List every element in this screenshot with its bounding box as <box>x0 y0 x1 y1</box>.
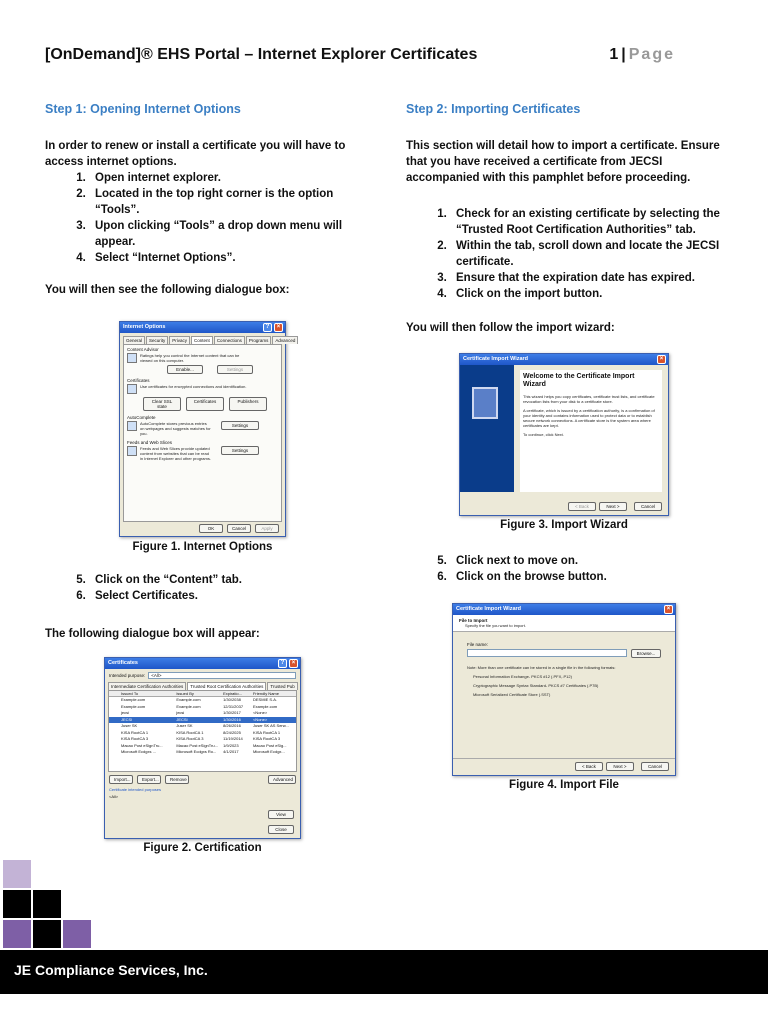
table-cell: 8/26/2016 <box>223 723 241 728</box>
step1-heading: Step 1: Opening Internet Options <box>45 102 241 116</box>
close-icon[interactable]: × <box>657 355 666 364</box>
wizard-paragraph-1: This wizard helps you copy certificates, certificate trust lists, and certificate revocation lists from your disk to a certificate store. <box>523 394 655 404</box>
table-cell: <None> <box>252 716 268 722</box>
dialog-titlebar <box>120 322 285 333</box>
step1-list <box>45 170 370 266</box>
internet-options-dialog <box>119 321 296 537</box>
table-cell: 1/30/2016 <box>223 716 241 722</box>
list-item: 2. Within the tab, scroll down and locate the JECSI certificate. <box>450 238 731 270</box>
table-cell: KISA RootCA 3 <box>252 736 281 741</box>
back-button[interactable]: < Back <box>568 502 596 511</box>
decor-square-purple <box>63 920 91 948</box>
tab-general[interactable]: General <box>123 336 145 344</box>
decor-square-light <box>3 860 31 888</box>
list-item: 4. Select “Internet Options”. <box>89 250 370 266</box>
certificates-dialog <box>104 657 301 839</box>
table-cell: DESMIE S.A. <box>252 697 277 702</box>
table-cell: KISA RootCA 3 <box>176 736 204 741</box>
ratings-icon <box>127 353 137 363</box>
column-issued-by[interactable]: Issued By <box>176 691 194 696</box>
document-title: [OnDemand]® EHS Portal – Internet Explorer Certificates <box>45 46 478 63</box>
apply-button[interactable]: Apply <box>255 524 279 533</box>
column-expiration[interactable]: Expiratio... <box>223 691 242 696</box>
step2-column <box>406 102 731 336</box>
table-cell: Juser SK AS Serw... <box>252 723 289 728</box>
tab-trusted-root[interactable]: Trusted Root Certification Authorities <box>187 682 266 690</box>
autocomplete-settings-button[interactable]: Settings <box>221 421 259 430</box>
decor-square-dark <box>3 890 31 918</box>
next-button[interactable]: Next > <box>606 762 634 771</box>
intended-purpose-label: Intended purpose: <box>109 673 146 678</box>
feeds-text: Feeds and Web Slices provide updated content from websites that can be read in Internet Explorer and other programs. <box>140 446 211 461</box>
feeds-icon <box>127 446 137 456</box>
import-wizard-dialog <box>459 353 669 516</box>
back-button[interactable]: < Back <box>575 762 603 771</box>
tab-trusted-publishers[interactable]: Trusted Pub <box>267 682 297 690</box>
file-section <box>453 632 675 697</box>
step1-after-list: You will then see the following dialogue box: <box>45 284 290 296</box>
certificates-group <box>124 376 281 413</box>
intended-purpose-select[interactable]: <All> <box>148 672 296 679</box>
tab-programs[interactable]: Programs <box>246 336 272 344</box>
wizard-buttons <box>575 762 669 771</box>
page-header <box>45 46 675 72</box>
column-issued-to[interactable]: Issued To <box>121 691 139 696</box>
table-cell: 1/9/2023 <box>223 742 239 748</box>
purposes-label: Certificate intended purposes <box>109 787 162 792</box>
clear-ssl-button[interactable]: Clear SSL state <box>143 397 181 411</box>
dialog-title: Certificates <box>108 660 138 666</box>
list-item: 6. Select Certificates. <box>89 588 370 604</box>
certificates-button[interactable]: Certificates <box>186 397 224 411</box>
certificates-text: Use certificates for encrypted connections and identification. <box>140 384 247 389</box>
table-cell: KISA RootCA 1 <box>121 729 149 735</box>
table-cell: KISA RootCA 1 <box>176 729 204 735</box>
table-cell: JECSI <box>176 716 188 722</box>
page-number <box>609 46 675 64</box>
dialog-title: Certificate Import Wizard <box>463 356 529 362</box>
company-name: JE Compliance Services, Inc. <box>14 962 208 978</box>
tab-connections[interactable]: Connections <box>214 336 245 344</box>
format-p7b: Cryptographic Message Syntax Standard- PKCS #7 Certificates (.P7B) <box>473 683 599 688</box>
table-cell: 12/31/2037 <box>223 703 244 709</box>
step1-column <box>45 102 370 298</box>
figure1-caption: Figure 1. Internet Options <box>132 541 273 553</box>
content-advisor-text: Ratings help you control the Internet content that can be viewed on this computer. <box>140 353 240 363</box>
file-name-input[interactable] <box>467 649 627 657</box>
ok-button[interactable]: OK <box>199 524 223 533</box>
table-cell: Macao Post eSignTru... <box>176 742 218 748</box>
table-cell: Juser SK <box>121 723 138 728</box>
step1-after-list2: The following dialogue box will appear: <box>45 628 260 640</box>
table-cell: Juser SK <box>176 723 193 728</box>
autocomplete-icon <box>127 421 137 431</box>
page-number-value: 1 <box>609 46 619 63</box>
step2-heading: Step 2: Importing Certificates <box>406 102 581 116</box>
advisor-settings-button[interactable]: Settings <box>217 365 253 374</box>
certificate-actions <box>105 772 300 787</box>
enable-button[interactable]: Enable... <box>167 365 203 374</box>
wizard-paragraph-2: A certificate, which is issued by a certification authority, is a confirmation of your identity and contains information used to protect data or to establish secure network connections. A certificate store is the system area where certificates are kept. <box>523 408 655 428</box>
close-icon[interactable]: × <box>664 605 673 614</box>
button-divider <box>453 758 675 759</box>
dialog-titlebar <box>460 354 668 365</box>
dialog-tabs <box>120 333 296 344</box>
feeds-label: Feeds and Web Slices <box>127 440 172 445</box>
certificate-rows <box>109 697 296 756</box>
table-cell: Microsoft Ecdgxs ... <box>121 749 156 754</box>
table-cell: Macao Post eSig... <box>252 742 287 748</box>
figure4-caption: Figure 4. Import File <box>509 779 619 791</box>
step2-after-list: You will then follow the import wizard: <box>406 322 615 334</box>
content-pane <box>123 344 282 522</box>
next-button[interactable]: Next > <box>599 502 627 511</box>
table-cell: Microsoft Ecdgxs Ro... <box>176 749 217 754</box>
table-cell: KISA RootCA 3 <box>121 736 149 741</box>
page-separator: | <box>621 46 626 63</box>
advanced-button[interactable]: Advanced <box>268 775 296 784</box>
remove-button[interactable]: Remove <box>165 775 189 784</box>
tab-intermediate[interactable]: Intermediate Certification Authorities <box>108 682 186 690</box>
content-advisor-label: Content Advisor <box>127 347 159 352</box>
feeds-settings-button[interactable]: Settings <box>221 446 259 455</box>
certificate-tabs <box>105 679 300 690</box>
list-item: 4. Click on the import button. <box>450 286 731 302</box>
format-pfx: Personal Information Exchange- PKCS #12 (.PFX,.P12) <box>473 674 572 679</box>
tab-content[interactable]: Content <box>191 336 213 344</box>
file-name-label: File name: <box>467 642 489 647</box>
section-title: File to Import <box>459 618 488 623</box>
decor-square-dark <box>33 890 61 918</box>
autocomplete-group <box>124 413 281 438</box>
list-item: 3. Upon clicking “Tools” a drop down menu will appear. <box>89 218 370 250</box>
table-cell: jecsi <box>176 710 185 715</box>
table-cell: <None> <box>252 710 268 715</box>
table-cell: jecsi <box>121 710 130 715</box>
list-item: 5. Click next to move on. <box>450 553 731 569</box>
close-icon[interactable]: × <box>274 323 283 332</box>
certificate-icon <box>127 384 137 394</box>
help-icon[interactable]: ? <box>278 659 287 668</box>
purposes-value: <All> <box>109 794 119 799</box>
dialog-title: Certificate Import Wizard <box>456 606 522 612</box>
dialog-titlebar <box>453 604 675 615</box>
certificate-list <box>108 690 297 772</box>
autocomplete-text: AutoComplete stores previous entries on webpages and suggests matches for you. <box>140 421 211 436</box>
table-cell: 8/24/2025 <box>223 729 241 735</box>
wizard-buttons <box>568 502 662 511</box>
wizard-body <box>520 370 662 492</box>
table-cell: Macao Post eSignTru... <box>121 742 163 748</box>
browse-button[interactable]: Browse... <box>631 649 661 658</box>
column-friendly-name[interactable]: Friendly Name <box>252 691 279 696</box>
wizard-heading: Welcome to the Certificate Import Wizard <box>523 373 635 388</box>
list-item: 6. Click on the browse button. <box>450 569 731 585</box>
step2-intro: This section will detail how to import a certificate. Ensure that you have received a certificate from JECSI accompanied with this pamphlet before proceeding. <box>406 140 720 184</box>
figure2-caption: Figure 2. Certification <box>143 842 262 854</box>
wizard-header <box>453 615 675 632</box>
intended-purpose-row <box>105 669 300 679</box>
section-subtitle: Specify the file you want to import. <box>465 623 526 628</box>
table-cell: 4/1/2017 <box>223 749 239 754</box>
table-cell: Microsoft Ecdgx... <box>252 749 285 754</box>
dialog-buttons <box>199 524 279 533</box>
tab-advanced[interactable]: Advanced <box>272 336 298 344</box>
table-cell: Example.com <box>176 697 201 702</box>
view-button[interactable]: View <box>268 810 294 819</box>
formats-note: Note: More than one certificate can be stored in a single file in the following formats: <box>467 665 616 670</box>
table-cell: 1/30/2038 <box>223 697 241 702</box>
close-icon[interactable]: × <box>289 659 298 668</box>
step1-intro: In order to renew or install a certificate you will have to access internet options. <box>45 140 346 168</box>
dialog-title: Internet Options <box>123 324 166 330</box>
wizard-banner <box>460 365 514 492</box>
certificate-icon <box>472 387 498 419</box>
table-cell: 11/19/2014 <box>223 736 243 741</box>
step2-list-continued <box>406 553 731 585</box>
table-cell: JECSI <box>121 716 133 722</box>
tab-privacy[interactable]: Privacy <box>169 336 190 344</box>
wizard-paragraph-3: To continue, click Next. <box>523 432 564 437</box>
table-row[interactable] <box>109 749 296 756</box>
cancel-button[interactable]: Cancel <box>634 502 662 511</box>
help-icon[interactable]: ? <box>263 323 272 332</box>
table-cell: KISA RootCA 1 <box>252 729 281 735</box>
decor-square-dark <box>33 920 61 948</box>
figure3-caption: Figure 3. Import Wizard <box>500 519 628 531</box>
table-cell: Example.com <box>121 697 146 702</box>
table-cell: Example.com <box>252 703 278 709</box>
publishers-button[interactable]: Publishers <box>229 397 267 411</box>
cancel-button[interactable]: Cancel <box>641 762 669 771</box>
list-item: 5. Click on the “Content” tab. <box>89 572 370 588</box>
import-button[interactable]: Import... <box>109 775 133 784</box>
step2-list <box>406 206 731 302</box>
table-cell: 1/30/2017 <box>223 710 241 715</box>
decor-square-purple <box>3 920 31 948</box>
list-item: 1. Check for an existing certificate by selecting the “Trusted Root Certification Authorities” tab. <box>450 206 731 238</box>
cancel-button[interactable]: Cancel <box>227 524 251 533</box>
purposes-section <box>105 787 300 799</box>
footer-bar <box>0 950 768 994</box>
tab-security[interactable]: Security <box>146 336 168 344</box>
list-item: 2. Located in the top right corner is the option “Tools”. <box>89 186 370 218</box>
page-word: Page <box>628 46 675 63</box>
import-file-dialog <box>452 603 676 776</box>
table-cell: Example.com <box>176 703 201 709</box>
certificates-label: Certificates <box>127 378 150 383</box>
list-item: 3. Ensure that the expiration date has expired. <box>450 270 731 286</box>
format-sst: Microsoft Serialized Certificate Store (.SST) <box>473 692 551 697</box>
feeds-group <box>124 438 281 463</box>
table-cell: Example.com <box>121 703 146 709</box>
close-button[interactable]: Close <box>268 825 294 834</box>
autocomplete-label: AutoComplete <box>127 415 156 420</box>
dialog-titlebar <box>105 658 300 669</box>
list-item: 1. Open internet explorer. <box>89 170 370 186</box>
export-button[interactable]: Export... <box>137 775 161 784</box>
step1-list-continued <box>45 572 370 604</box>
content-advisor-group <box>124 345 281 376</box>
